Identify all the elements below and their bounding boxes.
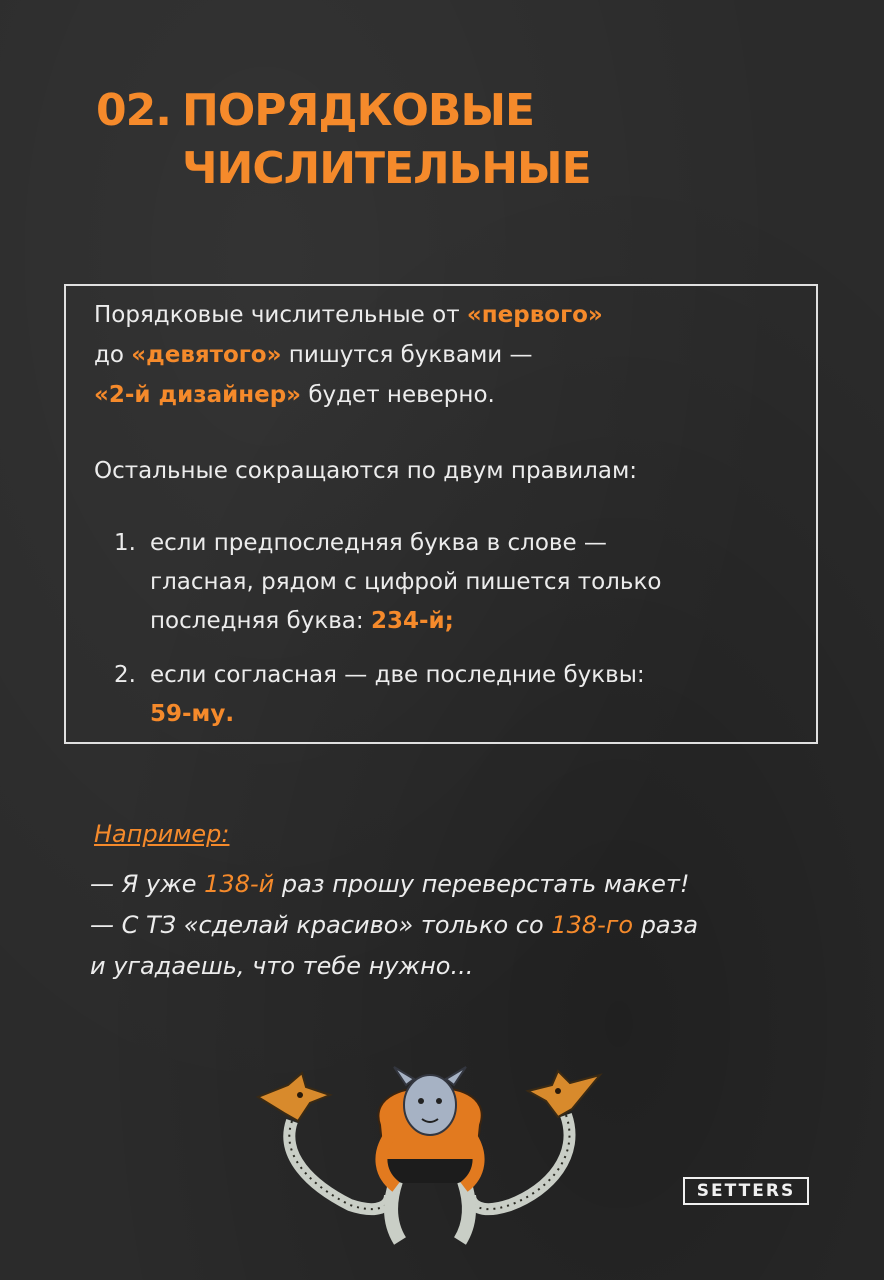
rule-p1-line2 [94, 336, 533, 374]
rule-text: пишутся буквами — [281, 342, 533, 368]
item2-line2: 59-му. [150, 701, 235, 727]
example-text: раза [633, 911, 699, 939]
page-title [96, 82, 591, 198]
rule-text: будет неверно. [301, 382, 495, 408]
title-line2: ЧИСЛИТЕЛЬНЫЕ [182, 143, 591, 194]
rule-text: до [94, 342, 132, 368]
example-line2 [90, 905, 698, 945]
example-text: — С ТЗ «сделай красиво» только со [90, 911, 552, 939]
example-text: раз прошу переверстать макет! [274, 870, 690, 898]
list-number-2: 2. [114, 662, 136, 688]
rule-highlight: «девятого» [131, 342, 282, 368]
item1-line2: гласная, рядом с цифрой пишется только [150, 569, 662, 595]
rule-highlight: «2-й дизайнер» [94, 382, 302, 408]
rule-text: Порядковые числительные от [94, 302, 467, 328]
rule-p1-line3 [94, 376, 495, 414]
example-heading [94, 814, 229, 854]
rule-p2: Остальные сокращаются по двум правилам: [94, 458, 638, 484]
item1-line1: если предпоследняя буква в слове — [150, 530, 607, 556]
example-highlight: 138-й [204, 870, 275, 898]
rule-p1-line1 [94, 296, 603, 334]
section-number: 02. [96, 85, 171, 136]
setters-logo: SETTERS [683, 1177, 809, 1205]
example-line1 [90, 864, 690, 904]
example-heading-text: Например: [94, 820, 230, 848]
item1-line3 [150, 602, 454, 640]
example-line3: и угадаешь, что тебе нужно... [90, 952, 474, 980]
rule-text: последняя буква: [150, 608, 371, 634]
list-number-1: 1. [114, 530, 136, 556]
rule-highlight: «первого» [466, 302, 603, 328]
example-highlight: 138-го [551, 911, 634, 939]
title-line1: ПОРЯДКОВЫЕ [182, 85, 535, 136]
example-text: — Я уже [90, 870, 205, 898]
medieval-monster-icon [240, 1055, 620, 1255]
rule-highlight: 234-й; [370, 608, 454, 634]
item2-line1: если согласная — две последние буквы: [150, 662, 645, 688]
